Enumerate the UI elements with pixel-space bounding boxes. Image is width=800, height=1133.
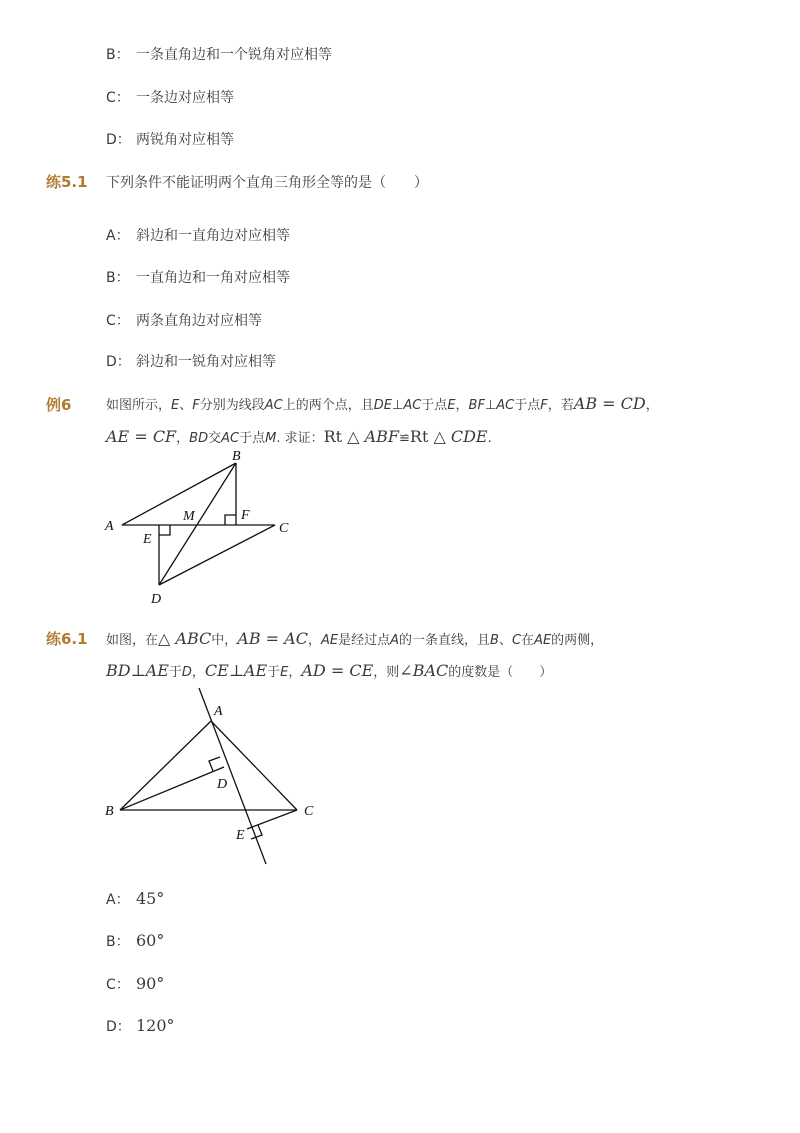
var: AC bbox=[221, 431, 240, 446]
text: 分别为线段 bbox=[199, 398, 265, 413]
text: 于点 bbox=[514, 398, 541, 413]
question-label-6-1: 练6.1 bbox=[46, 630, 88, 648]
point-label-b: B bbox=[232, 449, 241, 464]
q61-option-c bbox=[106, 974, 164, 995]
math-expression: AD = CE bbox=[301, 661, 374, 680]
question-6-1-line-2 bbox=[106, 661, 552, 683]
q61-option-d bbox=[106, 1016, 175, 1037]
point-label-d: D bbox=[151, 592, 162, 607]
text: . 求证： bbox=[276, 431, 324, 446]
point-label-e: E bbox=[143, 532, 152, 547]
option-letter: A： bbox=[106, 892, 130, 908]
var: AC bbox=[264, 398, 283, 413]
geometry-figure-example-6 bbox=[95, 446, 305, 611]
text: 上的两个点，且 bbox=[282, 398, 374, 413]
math-expression: CDE bbox=[450, 427, 488, 446]
text: 、 bbox=[498, 633, 512, 648]
text: 交 bbox=[208, 431, 222, 446]
text: 、 bbox=[179, 398, 193, 413]
text: ，若 bbox=[547, 398, 574, 413]
option-value: 90° bbox=[136, 974, 165, 993]
option-letter: C： bbox=[106, 977, 130, 993]
option-text: 一条直角边和一个锐角对应相等 bbox=[136, 47, 332, 63]
option-c bbox=[106, 88, 234, 108]
math-expression: CE⊥AE bbox=[204, 661, 268, 680]
text: 如图，在 bbox=[106, 633, 159, 648]
option-text: 两锐角对应相等 bbox=[136, 132, 234, 148]
option-d bbox=[106, 130, 234, 150]
segment-bd bbox=[120, 767, 224, 810]
text: 是经过点 bbox=[338, 633, 391, 648]
text: ， bbox=[307, 633, 321, 648]
var: AE bbox=[534, 633, 552, 648]
q51-option-b bbox=[106, 268, 290, 288]
math-expression: BD⊥AE bbox=[106, 661, 169, 680]
var: E bbox=[447, 398, 456, 413]
text: 于 bbox=[168, 665, 182, 680]
segment-ce bbox=[247, 810, 297, 829]
option-value: 120° bbox=[136, 1016, 175, 1035]
var: BD bbox=[189, 431, 209, 446]
question-label-5-1: 练5.1 bbox=[46, 173, 88, 191]
option-text: 一条边对应相等 bbox=[136, 90, 234, 106]
point-label-c: C bbox=[279, 521, 289, 536]
option-text: 斜边和一直角边对应相等 bbox=[136, 228, 290, 244]
option-letter: C： bbox=[106, 313, 130, 329]
var: BF bbox=[468, 398, 485, 413]
q51-option-c bbox=[106, 311, 262, 331]
option-b bbox=[106, 45, 332, 65]
text: ，则 bbox=[373, 665, 400, 680]
var: B bbox=[490, 633, 499, 648]
var: F bbox=[540, 398, 548, 413]
option-text: 两条直角边对应相等 bbox=[136, 313, 262, 329]
question-6-1-line-1 bbox=[106, 629, 603, 651]
congruent-symbol: ≌ bbox=[398, 431, 410, 446]
var: AE bbox=[320, 633, 339, 648]
point-label-c: C bbox=[304, 804, 314, 819]
text: 在 bbox=[521, 633, 535, 648]
option-letter: D： bbox=[106, 132, 131, 148]
segment-ab bbox=[120, 721, 211, 810]
math-expression: AE = CF bbox=[106, 427, 177, 446]
text: . bbox=[487, 431, 492, 446]
q51-option-a bbox=[106, 226, 290, 246]
q51-option-d bbox=[106, 352, 276, 372]
var: AC bbox=[403, 398, 422, 413]
point-label-d: D bbox=[217, 777, 228, 792]
option-letter: B： bbox=[106, 270, 130, 286]
q61-option-a bbox=[106, 889, 164, 910]
text: ， bbox=[191, 665, 205, 680]
point-label-a: A bbox=[105, 519, 114, 534]
math-expression: Rt △ bbox=[323, 427, 365, 446]
example-label-6: 例6 bbox=[46, 396, 72, 414]
point-label-f: F bbox=[241, 508, 250, 523]
text: 中， bbox=[211, 633, 238, 648]
option-letter: A： bbox=[106, 228, 130, 244]
segment-ac bbox=[211, 721, 297, 810]
point-label-b: B bbox=[105, 804, 114, 819]
var: A bbox=[390, 633, 400, 648]
point-label-e: E bbox=[236, 828, 245, 843]
math-expression: AB = AC bbox=[237, 629, 308, 648]
right-angle-mark-e bbox=[159, 525, 170, 535]
text: 的度数是（ ） bbox=[448, 665, 553, 680]
var: F bbox=[192, 398, 200, 413]
point-label-a: A bbox=[214, 704, 223, 719]
var: AC bbox=[496, 398, 515, 413]
option-letter: D： bbox=[106, 1019, 131, 1035]
text: ⊥ bbox=[391, 398, 404, 413]
text: 于点 bbox=[239, 431, 266, 446]
var: DE bbox=[373, 398, 392, 413]
text: ， bbox=[455, 398, 469, 413]
text: 的两侧， bbox=[551, 633, 604, 648]
text: 的一条直线，且 bbox=[399, 633, 491, 648]
math-expression: ∠BAC bbox=[399, 661, 449, 680]
point-label-m: M bbox=[183, 509, 195, 524]
var: C bbox=[511, 633, 522, 648]
var: E bbox=[280, 665, 289, 680]
geometry-figure-question-6-1 bbox=[95, 685, 335, 870]
option-letter: B： bbox=[106, 934, 130, 950]
var: E bbox=[171, 398, 180, 413]
segment-ab bbox=[122, 463, 236, 525]
example-6-line-1 bbox=[106, 394, 659, 416]
text: ， bbox=[645, 398, 659, 413]
option-text: 一直角边和一角对应相等 bbox=[136, 270, 290, 286]
option-letter: C： bbox=[106, 90, 130, 106]
math-expression: △ bbox=[158, 629, 176, 648]
question-text-5-1: 下列条件不能证明两个直角三角形全等的是（ ） bbox=[106, 175, 428, 191]
text: 如图所示， bbox=[106, 398, 172, 413]
q61-option-b bbox=[106, 931, 164, 952]
math-expression: ABC bbox=[175, 629, 212, 648]
option-value: 60° bbox=[136, 931, 165, 950]
option-letter: B： bbox=[106, 47, 130, 63]
var: D bbox=[181, 665, 192, 680]
text: ， bbox=[176, 431, 190, 446]
math-expression: ABF bbox=[364, 427, 399, 446]
var: M bbox=[265, 431, 277, 446]
text: 于 bbox=[267, 665, 281, 680]
right-angle-mark-f bbox=[225, 515, 236, 525]
text: ， bbox=[288, 665, 302, 680]
option-letter: D： bbox=[106, 354, 131, 370]
option-text: 斜边和一锐角对应相等 bbox=[136, 354, 276, 370]
text: 于点 bbox=[421, 398, 448, 413]
math-expression: Rt △ bbox=[409, 427, 451, 446]
option-value: 45° bbox=[136, 889, 165, 908]
text: ⊥ bbox=[484, 398, 497, 413]
segment-cd bbox=[159, 525, 275, 585]
math-expression: AB = CD bbox=[573, 394, 646, 413]
